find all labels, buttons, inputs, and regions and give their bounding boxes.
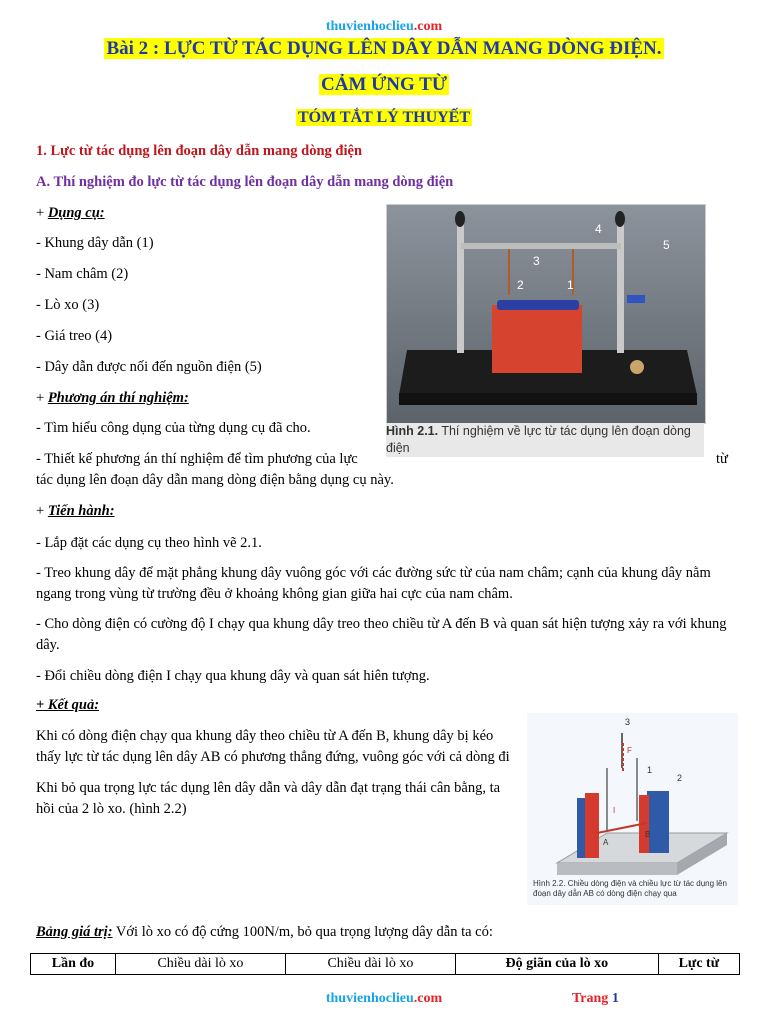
procedure-step-2: - Treo khung dây để mặt phẳng khung dây vuông góc với các đường sức từ của nam châm; cạnh của khung dây nằm ngang trong vùng từ trường đều ở khoảng không gian giữa hai cực của nam châm. [36,565,711,602]
site-domain: .com [413,19,443,34]
page-number [572,991,619,1007]
plan-prefix: + [36,390,48,406]
site-name: thuvienhoclieu [325,19,414,34]
procedure-step-1: - Lắp đặt các dụng cụ theo hình vẽ 2.1. [36,535,262,551]
experiment-illustration [387,205,705,423]
table-header-cell: Lần đo [31,954,116,975]
magnet-diagram [527,713,738,905]
table-header-cell: Chiều dài lò xo [285,954,455,975]
figure-2-diagram [527,713,738,905]
table-header-cell: Lực từ [658,954,739,975]
figure-1-caption [386,423,704,457]
procedure-heading-text: Tiến hành: [47,503,115,519]
figure-label: 2 [677,773,683,783]
figure-label: 1 [647,765,653,775]
page-title [0,38,768,60]
result-heading: + Kết quả: [36,697,100,713]
figure-2-caption: Hình 2.2. Chiều dòng điện và chiều lực từ tác dụng lên đoạn dây dẫn AB có dòng điện chạy qua [533,879,727,898]
tools-prefix: + [36,205,48,221]
plan-line-2-end: từ [716,451,728,467]
page-title-line1: Bài 2 : LỰC TỪ TÁC DỤNG LÊN DÂY DẪN MANG DÒNG ĐIỆN. [106,38,662,59]
list-item: - Giá treo (4) [36,328,113,344]
subtitle-text: TÓM TẮT LÝ THUYẾT [297,109,471,126]
result-line-3: Khi bỏ qua trọng lực tác dụng lên dây dẫn và dây dẫn đạt trạng thái cân bằng, ta [36,780,501,796]
table-header-row [31,954,740,975]
figure-label: I [613,806,616,815]
result-line-2: thấy lực từ tác dụng lên dây AB có phương thẳng đứng, vuông góc với cả dòng đi [36,749,510,765]
table-intro-label: Bảng giá trị: [36,924,113,940]
procedure-step-3: - Cho dòng điện có cường độ I chạy qua khung dây treo theo chiều từ A đến B và quan sát hiện tượng xảy ra với khung dây. [36,616,727,653]
list-item: - Nam châm (2) [36,266,129,282]
page-title-2 [0,74,768,96]
table-header-cell: Độ giãn của lò xo [455,954,658,975]
procedure-heading [36,503,115,520]
page-num: 1 [611,991,619,1006]
footer-site-domain: .com [413,991,443,1006]
table-intro-text: Với lò xo có độ cứng 100N/m, bỏ qua trọng lượng dây dẫn ta có: [112,924,493,940]
page-subtitle [0,109,768,127]
section-a-heading: A. Thí nghiệm đo lực từ tác dụng lên đoạn dây dẫn mang dòng điện [36,174,454,190]
values-table [30,953,740,975]
tools-heading [36,205,105,222]
result-line-4: hồi của 2 lò xo. (hình 2.2) [36,801,187,817]
plan-heading [36,390,189,407]
table-header-cell: Chiều dài lò xo [115,954,285,975]
figure-label: F [627,746,632,755]
procedure-step-4: - Đổi chiều dòng điện I chạy qua khung dây và quan sát hiên tượng. [36,668,430,684]
procedure-prefix: + [36,503,48,519]
figure-1-caption-label: Hình 2.1. [386,424,439,438]
figure-label: 2 [517,278,524,292]
figure-label: B [645,830,651,839]
plan-heading-text: Phương án thí nghiệm: [47,390,189,406]
plan-line-1: - Tìm hiểu công dụng của từng dụng cụ đã cho. [36,420,311,436]
figure-label: 3 [533,254,540,268]
tools-heading-text: Dụng cụ: [47,205,105,221]
experiment-photo [386,204,706,424]
result-line-1: Khi có dòng điện chạy qua khung dây theo chiều từ A đến B, khung dây bị kéo [36,728,494,744]
site-footer [0,991,768,1007]
figure-1-caption-text: Thí nghiệm về lực từ tác dụng lên đoạn dòng điện [386,424,691,455]
plan-line-2: - Thiết kế phương án thí nghiệm để tìm phương của lực [36,451,358,467]
table-intro [36,924,493,941]
site-header [0,19,768,35]
page-title-line2: CẢM ỨNG TỪ [321,74,447,95]
figure-label: A [603,838,609,847]
list-item: - Lò xo (3) [36,297,100,313]
page-label: Trang [572,991,612,1006]
footer-site-name: thuvienhoclieu [325,991,414,1006]
figure-label: 5 [663,238,670,252]
list-item: - Khung dây dẫn (1) [36,235,154,251]
list-item: - Dây dẫn được nối đến nguồn điện (5) [36,359,262,375]
figure-label: 3 [625,717,631,727]
figure-label: 4 [595,222,602,236]
section-1-heading: 1. Lực từ tác dụng lên đoạn dây dẫn mang dòng điện [36,143,363,159]
plan-line-3: tác dụng lên đoạn dây dẫn mang dòng điện bằng dụng cụ này. [36,472,394,488]
figure-label: 1 [567,278,574,292]
